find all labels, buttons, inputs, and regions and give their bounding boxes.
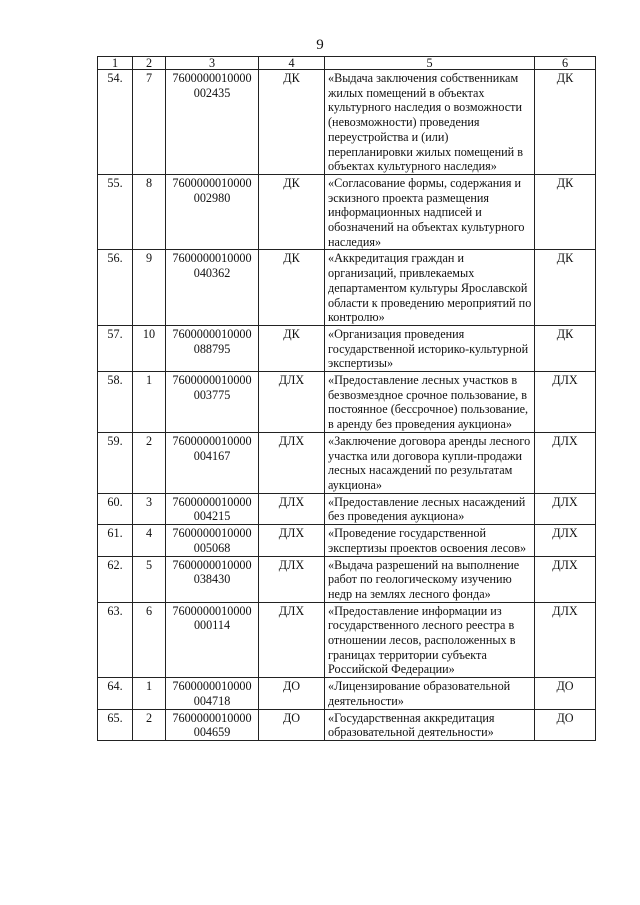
registry-code-cell: 7600000010000 004215 <box>166 493 259 524</box>
service-name-cell: «Государственная аккредитация образовательной деятельности» <box>325 709 535 740</box>
table-row <box>98 250 596 326</box>
service-name-cell: «Заключение договора аренды лесного участка или договора купли-продажи лесных насаждений по результатам аукциона» <box>325 432 535 493</box>
table-row <box>98 70 596 175</box>
header-cell: 4 <box>259 57 325 70</box>
row-number-cell: 58. <box>98 372 133 433</box>
service-name-cell: «Аккредитация граждан и организаций, привлекаемых департаментом культуры Ярославской области к проведению мероприятий по контролю» <box>325 250 535 326</box>
executor-cell: ДЛХ <box>535 372 596 433</box>
sub-number-cell: 1 <box>133 372 166 433</box>
table-row <box>98 174 596 250</box>
department-cell: ДЛХ <box>259 602 325 678</box>
sub-number-cell: 3 <box>133 493 166 524</box>
sub-number-cell: 4 <box>133 525 166 556</box>
row-number-cell: 59. <box>98 432 133 493</box>
executor-cell: ДЛХ <box>535 432 596 493</box>
executor-cell: ДК <box>535 174 596 250</box>
department-cell: ДЛХ <box>259 432 325 493</box>
service-name-cell: «Предоставление информации из государственного лесного реестра в отношении лесов, расположенных в границах территории субъекта Российской Федерации» <box>325 602 535 678</box>
department-cell: ДЛХ <box>259 493 325 524</box>
executor-cell: ДО <box>535 709 596 740</box>
service-name-cell: «Организация проведения государственной историко-культурной экспертизы» <box>325 325 535 371</box>
row-number-cell: 65. <box>98 709 133 740</box>
row-number-cell: 56. <box>98 250 133 326</box>
table-row <box>98 556 596 602</box>
executor-cell: ДЛХ <box>535 556 596 602</box>
sub-number-cell: 5 <box>133 556 166 602</box>
header-cell: 2 <box>133 57 166 70</box>
department-cell: ДЛХ <box>259 556 325 602</box>
table-row <box>98 325 596 371</box>
service-name-cell: «Предоставление лесных участков в безвозмездное срочное пользование, в постоянное (бессрочное) пользование, в аренду без проведения аукциона» <box>325 372 535 433</box>
service-name-cell: «Предоставление лесных насаждений без проведения аукциона» <box>325 493 535 524</box>
table-row <box>98 432 596 493</box>
executor-cell: ДЛХ <box>535 493 596 524</box>
service-name-cell: «Согласование формы, содержания и эскизного проекта размещения информационных надписей и обозначений на объектах культурного наследия» <box>325 174 535 250</box>
table-row <box>98 678 596 709</box>
header-cell: 6 <box>535 57 596 70</box>
row-number-cell: 64. <box>98 678 133 709</box>
department-cell: ДЛХ <box>259 372 325 433</box>
row-number-cell: 63. <box>98 602 133 678</box>
row-number-cell: 55. <box>98 174 133 250</box>
department-cell: ДК <box>259 174 325 250</box>
executor-cell: ДЛХ <box>535 525 596 556</box>
header-cell: 1 <box>98 57 133 70</box>
table-row <box>98 602 596 678</box>
registry-code-cell: 7600000010000 005068 <box>166 525 259 556</box>
table-row <box>98 709 596 740</box>
sub-number-cell: 2 <box>133 709 166 740</box>
table-row <box>98 493 596 524</box>
registry-code-cell: 7600000010000 002980 <box>166 174 259 250</box>
department-cell: ДК <box>259 325 325 371</box>
department-cell: ДО <box>259 678 325 709</box>
department-cell: ДК <box>259 70 325 175</box>
department-cell: ДЛХ <box>259 525 325 556</box>
row-number-cell: 57. <box>98 325 133 371</box>
executor-cell: ДО <box>535 678 596 709</box>
registry-code-cell: 7600000010000 004659 <box>166 709 259 740</box>
row-number-cell: 60. <box>98 493 133 524</box>
header-cell: 5 <box>325 57 535 70</box>
registry-code-cell: 7600000010000 000114 <box>166 602 259 678</box>
service-name-cell: «Выдача заключения собственникам жилых помещений в объектах культурного наследия о возможности (невозможности) проведения переустройства и (или) перепланировки жилых помещений в объектах культурного наследия» <box>325 70 535 175</box>
service-name-cell: «Выдача разрешений на выполнение работ по геологическому изучению недр на землях лесного фонда» <box>325 556 535 602</box>
department-cell: ДК <box>259 250 325 326</box>
row-number-cell: 62. <box>98 556 133 602</box>
sub-number-cell: 8 <box>133 174 166 250</box>
sub-number-cell: 2 <box>133 432 166 493</box>
executor-cell: ДЛХ <box>535 602 596 678</box>
registry-code-cell: 7600000010000 002435 <box>166 70 259 175</box>
executor-cell: ДК <box>535 70 596 175</box>
row-number-cell: 61. <box>98 525 133 556</box>
services-table <box>97 56 596 741</box>
executor-cell: ДК <box>535 250 596 326</box>
header-cell: 3 <box>166 57 259 70</box>
registry-code-cell: 7600000010000 004718 <box>166 678 259 709</box>
department-cell: ДО <box>259 709 325 740</box>
executor-cell: ДК <box>535 325 596 371</box>
row-number-cell: 54. <box>98 70 133 175</box>
page-number: 9 <box>316 37 324 53</box>
table-row <box>98 525 596 556</box>
table-row <box>98 372 596 433</box>
service-name-cell: «Проведение государственной экспертизы проектов освоения лесов» <box>325 525 535 556</box>
table-header-row <box>98 57 596 70</box>
registry-code-cell: 7600000010000 088795 <box>166 325 259 371</box>
sub-number-cell: 10 <box>133 325 166 371</box>
service-name-cell: «Лицензирование образовательной деятельности» <box>325 678 535 709</box>
sub-number-cell: 6 <box>133 602 166 678</box>
registry-code-cell: 7600000010000 004167 <box>166 432 259 493</box>
registry-code-cell: 7600000010000 003775 <box>166 372 259 433</box>
sub-number-cell: 9 <box>133 250 166 326</box>
registry-code-cell: 7600000010000 040362 <box>166 250 259 326</box>
sub-number-cell: 1 <box>133 678 166 709</box>
registry-code-cell: 7600000010000 038430 <box>166 556 259 602</box>
sub-number-cell: 7 <box>133 70 166 175</box>
